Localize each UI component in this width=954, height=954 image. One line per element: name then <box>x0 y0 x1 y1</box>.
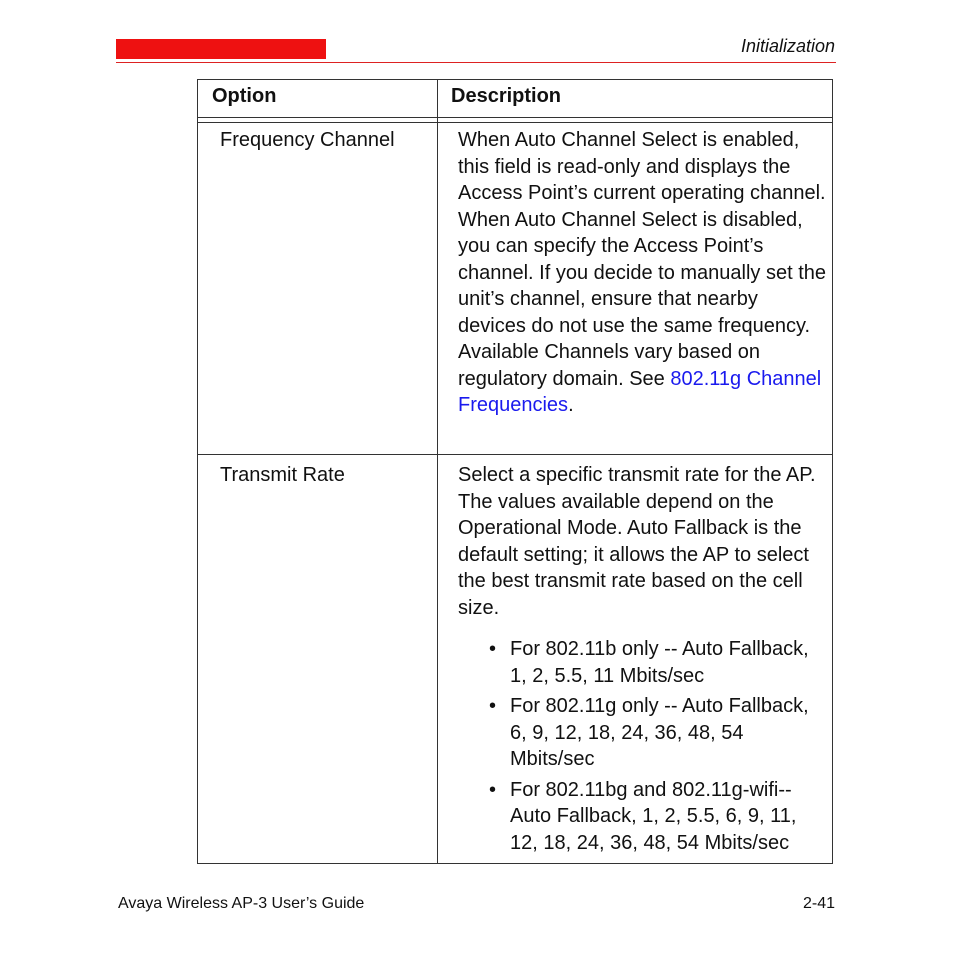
description-frequency-channel <box>458 127 828 419</box>
bullet-text: For 802.11g only -- Auto Fallback, 6, 9, 12, 18, 24, 36, 48, 54 Mbits/sec <box>510 695 809 770</box>
transmit-rate-bullets <box>458 636 828 860</box>
bullet-icon: • <box>489 638 497 660</box>
row-divider <box>198 454 832 455</box>
header-rule-top <box>198 117 832 118</box>
description-text: When Auto Channel Select is enabled, this field is read-only and displays the Access Point’s current operating channel. When Auto Channel Select is disabled, you can specify the Access Point’s channel. If you decide to manually set the unit’s channel, ensure that nearby devices do not use the same frequency. Available Channels vary based on regulatory domain. See <box>458 129 827 390</box>
footer-page-number: 2-41 <box>802 895 835 912</box>
channel-frequencies-link[interactable]: 802.11g Channel Frequencies <box>458 367 822 416</box>
column-divider <box>437 80 438 863</box>
option-frequency-channel: Frequency Channel <box>220 129 395 151</box>
bullet-icon: • <box>489 695 497 717</box>
option-transmit-rate: Transmit Rate <box>220 464 345 486</box>
header-rule <box>116 62 836 63</box>
header-rule-bottom <box>198 122 832 123</box>
list-item <box>458 636 828 689</box>
list-item <box>458 693 828 773</box>
description-end: . <box>568 394 574 416</box>
description-transmit-rate: Select a specific transmit rate for the AP. The values available depend on the Operational Mode. Auto Fallback is the default setting; it allows the AP to select the best transmit rate based on the cell size. <box>458 464 816 619</box>
bullet-text: For 802.11b only -- Auto Fallback, 1, 2, 5.5, 11 Mbits/sec <box>510 638 809 687</box>
header-accent-bar <box>116 39 326 59</box>
list-item <box>458 777 828 857</box>
section-title: Initialization <box>740 36 835 56</box>
footer-guide-title: Avaya Wireless AP-3 User’s Guide <box>118 895 365 912</box>
bullet-text: For 802.11bg and 802.11g-wifi-- Auto Fallback, 1, 2, 5.5, 6, 9, 11, 12, 18, 24, 36, 48, 54 Mbits/sec <box>510 778 797 854</box>
bullet-icon: • <box>489 778 497 801</box>
column-header-description: Description <box>451 85 562 107</box>
options-table <box>197 79 833 864</box>
column-header-option: Option <box>212 85 277 107</box>
